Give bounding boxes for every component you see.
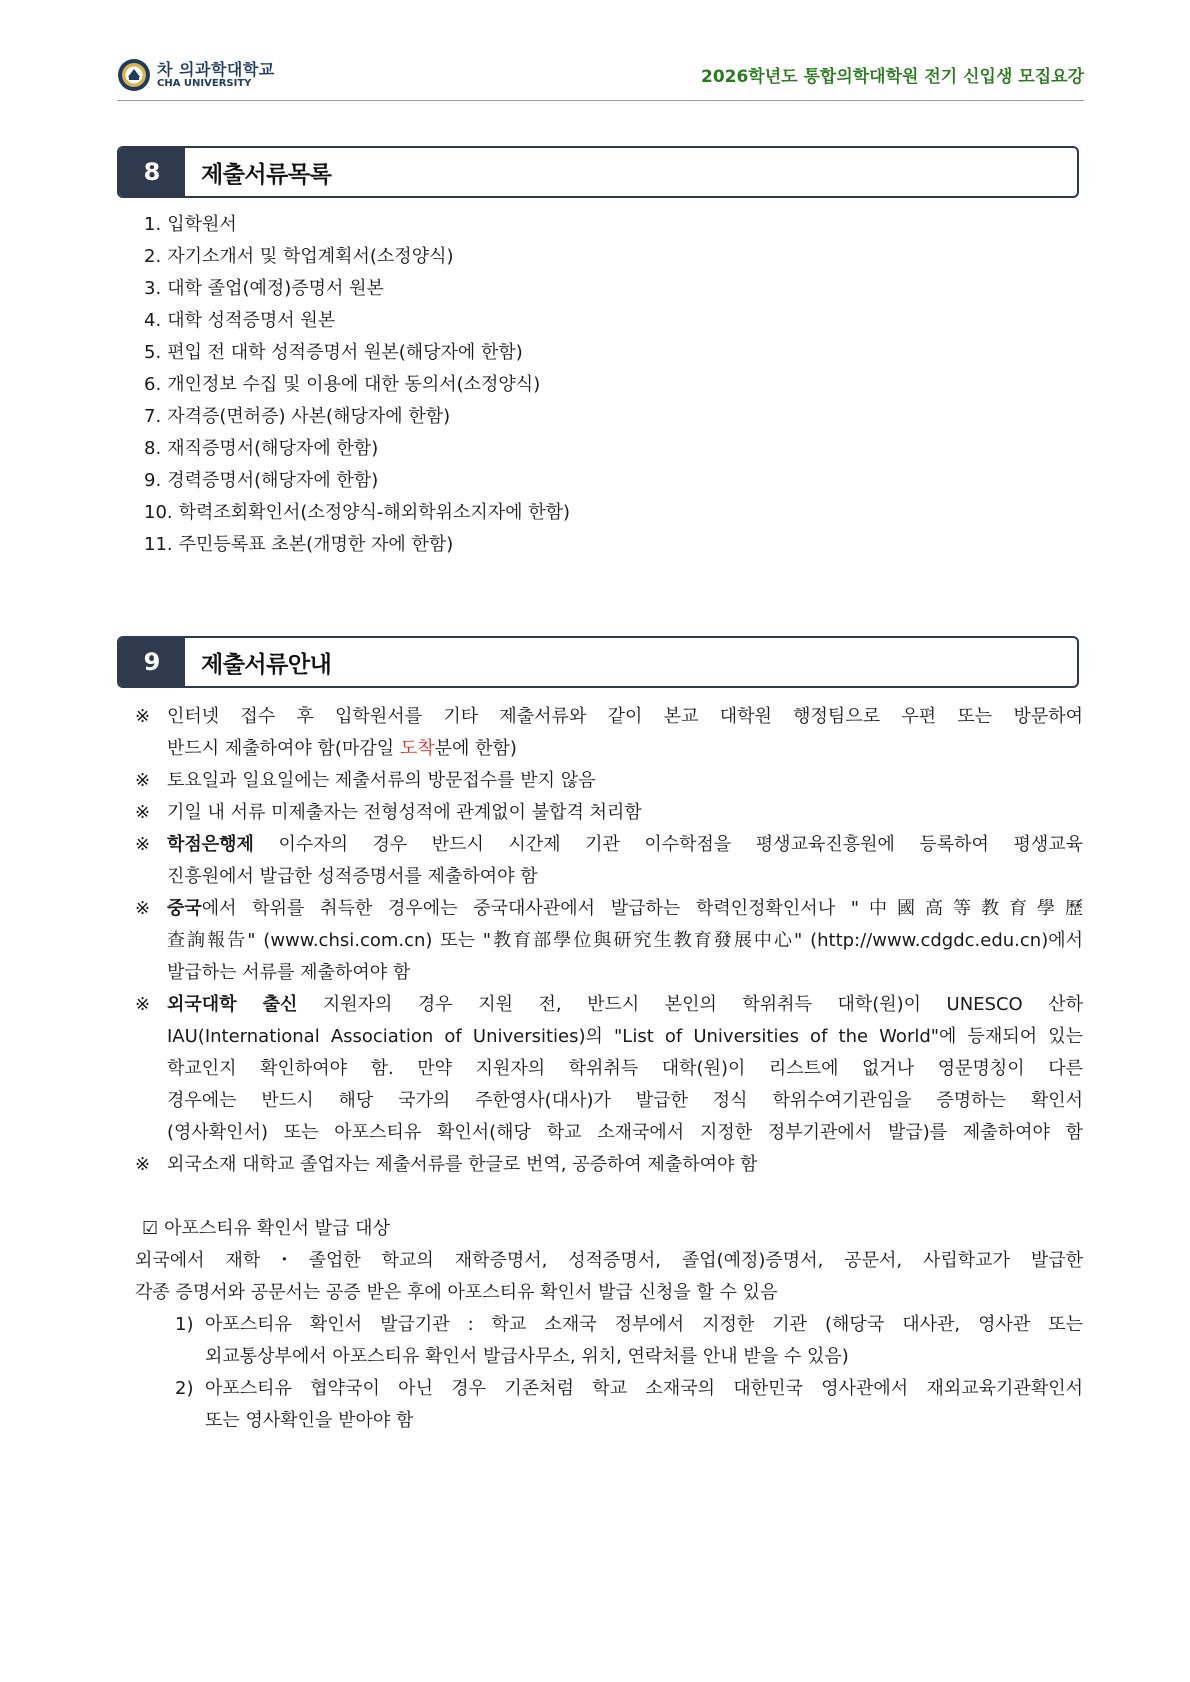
reference-mark: ※ bbox=[135, 994, 151, 1015]
apostille-paragraph: 외국에서 재학・졸업한 학교의 재학증명서, 성적증명서, 졸업(예정)증명서, 공문서, 사립학교가 발급한 각종 증명서와 공문서는 공증 받은 후에 아포스티유 확인서 발급 신청을 할 수 있음 bbox=[135, 1250, 1083, 1303]
list-item: 8. 재직증명서(해당자에 한함) bbox=[144, 438, 379, 459]
section-number: 8 bbox=[119, 148, 185, 196]
reference-mark: ※ bbox=[135, 706, 151, 727]
submission-document-list bbox=[144, 209, 570, 561]
checkbox-icon: ☑ bbox=[142, 1218, 159, 1239]
reference-mark: ※ bbox=[135, 1154, 151, 1175]
apostille-title: ☑ 아포스티유 확인서 발급 대상 bbox=[142, 1213, 1083, 1245]
reference-mark: ※ bbox=[135, 898, 151, 919]
arrival-highlight: 도착 bbox=[399, 738, 435, 759]
submission-guidance-notes bbox=[135, 701, 1083, 1181]
section-title: 제출서류목록 bbox=[201, 161, 332, 188]
list-item: 9. 경력증명서(해당자에 한함) bbox=[144, 470, 379, 491]
note-item: ※ 기일 내 서류 미제출자는 전형성적에 관계없이 불합격 처리함 bbox=[135, 797, 1083, 829]
note-item: ※ 중국에서 학위를 취득한 경우에는 중국대사관에서 발급하는 학력인정확인서나 "中國高等教育學歷 查詢報告" (www.chsi.com.cn) 또는 "教育部學位與研究生教育發展中心" (http://www.cdgdc.edu.cn)에서 발급하는 서류를 제출하여야 함 bbox=[135, 893, 1083, 989]
list-item: 3. 대학 졸업(예정)증명서 원본 bbox=[144, 278, 384, 299]
note-item: ※ 외국소재 대학교 졸업자는 제출서류를 한글로 번역, 공증하여 제출하여야 함 bbox=[135, 1149, 1083, 1181]
logo-english-name: CHA UNIVERSITY bbox=[157, 78, 252, 89]
reference-mark: ※ bbox=[135, 802, 151, 823]
page-header bbox=[117, 54, 1084, 101]
note-item: ※ 학점은행제 이수자의 경우 반드시 시간제 기관 이수학점을 평생교육진흥원에 등록하여 평생교육 진흥원에서 발급한 성적증명서를 제출하여야 함 bbox=[135, 829, 1083, 893]
reference-mark: ※ bbox=[135, 834, 151, 855]
list-item: 11. 주민등록표 초본(개명한 자에 한함) bbox=[144, 534, 454, 555]
apostille-sub-item: 2) 아포스티유 협약국이 아닌 경우 기존처럼 학교 소재국의 대한민국 영사관에서 재외교육기관확인서 또는 영사확인을 받아야 함 bbox=[175, 1378, 1083, 1431]
list-item: 5. 편입 전 대학 성적증명서 원본(해당자에 한함) bbox=[144, 342, 523, 363]
section-8-heading bbox=[117, 146, 1079, 198]
university-seal-icon bbox=[117, 58, 151, 92]
list-item: 7. 자격증(면허증) 사본(해당자에 한함) bbox=[144, 406, 451, 427]
list-item: 4. 대학 성적증명서 원본 bbox=[144, 310, 336, 331]
section-title: 제출서류안내 bbox=[201, 651, 332, 678]
note-item: ※ 토요일과 일요일에는 제출서류의 방문접수를 받지 않음 bbox=[135, 765, 1083, 797]
note-item: ※ 인터넷 접수 후 입학원서를 기타 제출서류와 같이 본교 대학원 행정팀으로 우편 또는 방문하여 반드시 제출하여야 함(마감일 도착분에 한함) bbox=[135, 701, 1083, 765]
note-item: ※ 외국대학 출신 지원자의 경우 지원 전, 반드시 본인의 학위취득 대학(원)이 UNESCO 산하 IAU(International Association of Universities)의 "List of Universities of the World"에 등재되어 있는 학교인지 확인하여야 함. 만약 지원자의 학위취득 대학(원)이 리스트에 없거나 영문명칭이 다른 경우에는 반드시 해당 국가의 주한영사(대사)가 발급한 정식 학위수여기관임을 증명하는 확인서 (영사확인서) 또는 아포스티유 확인서(해당 학교 소재국에서 지정한 정부기관에서 발급)를 제출하여야 함 bbox=[135, 989, 1083, 1149]
section-number: 9 bbox=[119, 638, 185, 686]
section-9-heading bbox=[117, 636, 1079, 688]
list-item: 10. 학력조회확인서(소정양식-해외학위소지자에 한함) bbox=[144, 502, 571, 523]
logo-korean-name: 차 의과학대학교 bbox=[157, 60, 275, 79]
list-item: 2. 자기소개서 및 학업계획서(소정양식) bbox=[144, 246, 454, 267]
list-item: 6. 개인정보 수집 및 이용에 대한 동의서(소정양식) bbox=[144, 374, 541, 395]
reference-mark: ※ bbox=[135, 770, 151, 791]
list-item: 1. 입학원서 bbox=[144, 214, 237, 235]
document-title: 2026학년도 통합의학대학원 전기 신입생 모집요강 bbox=[700, 67, 1084, 87]
apostille-info bbox=[135, 1213, 1083, 1437]
apostille-sub-item: 1) 아포스티유 확인서 발급기관 : 학교 소재국 정부에서 지정한 기관 (해당국 대사관, 영사관 또는 외교통상부에서 아포스티유 확인서 발급사무소, 위치, 연락처를 안내 받을 수 있음) bbox=[175, 1314, 1083, 1367]
